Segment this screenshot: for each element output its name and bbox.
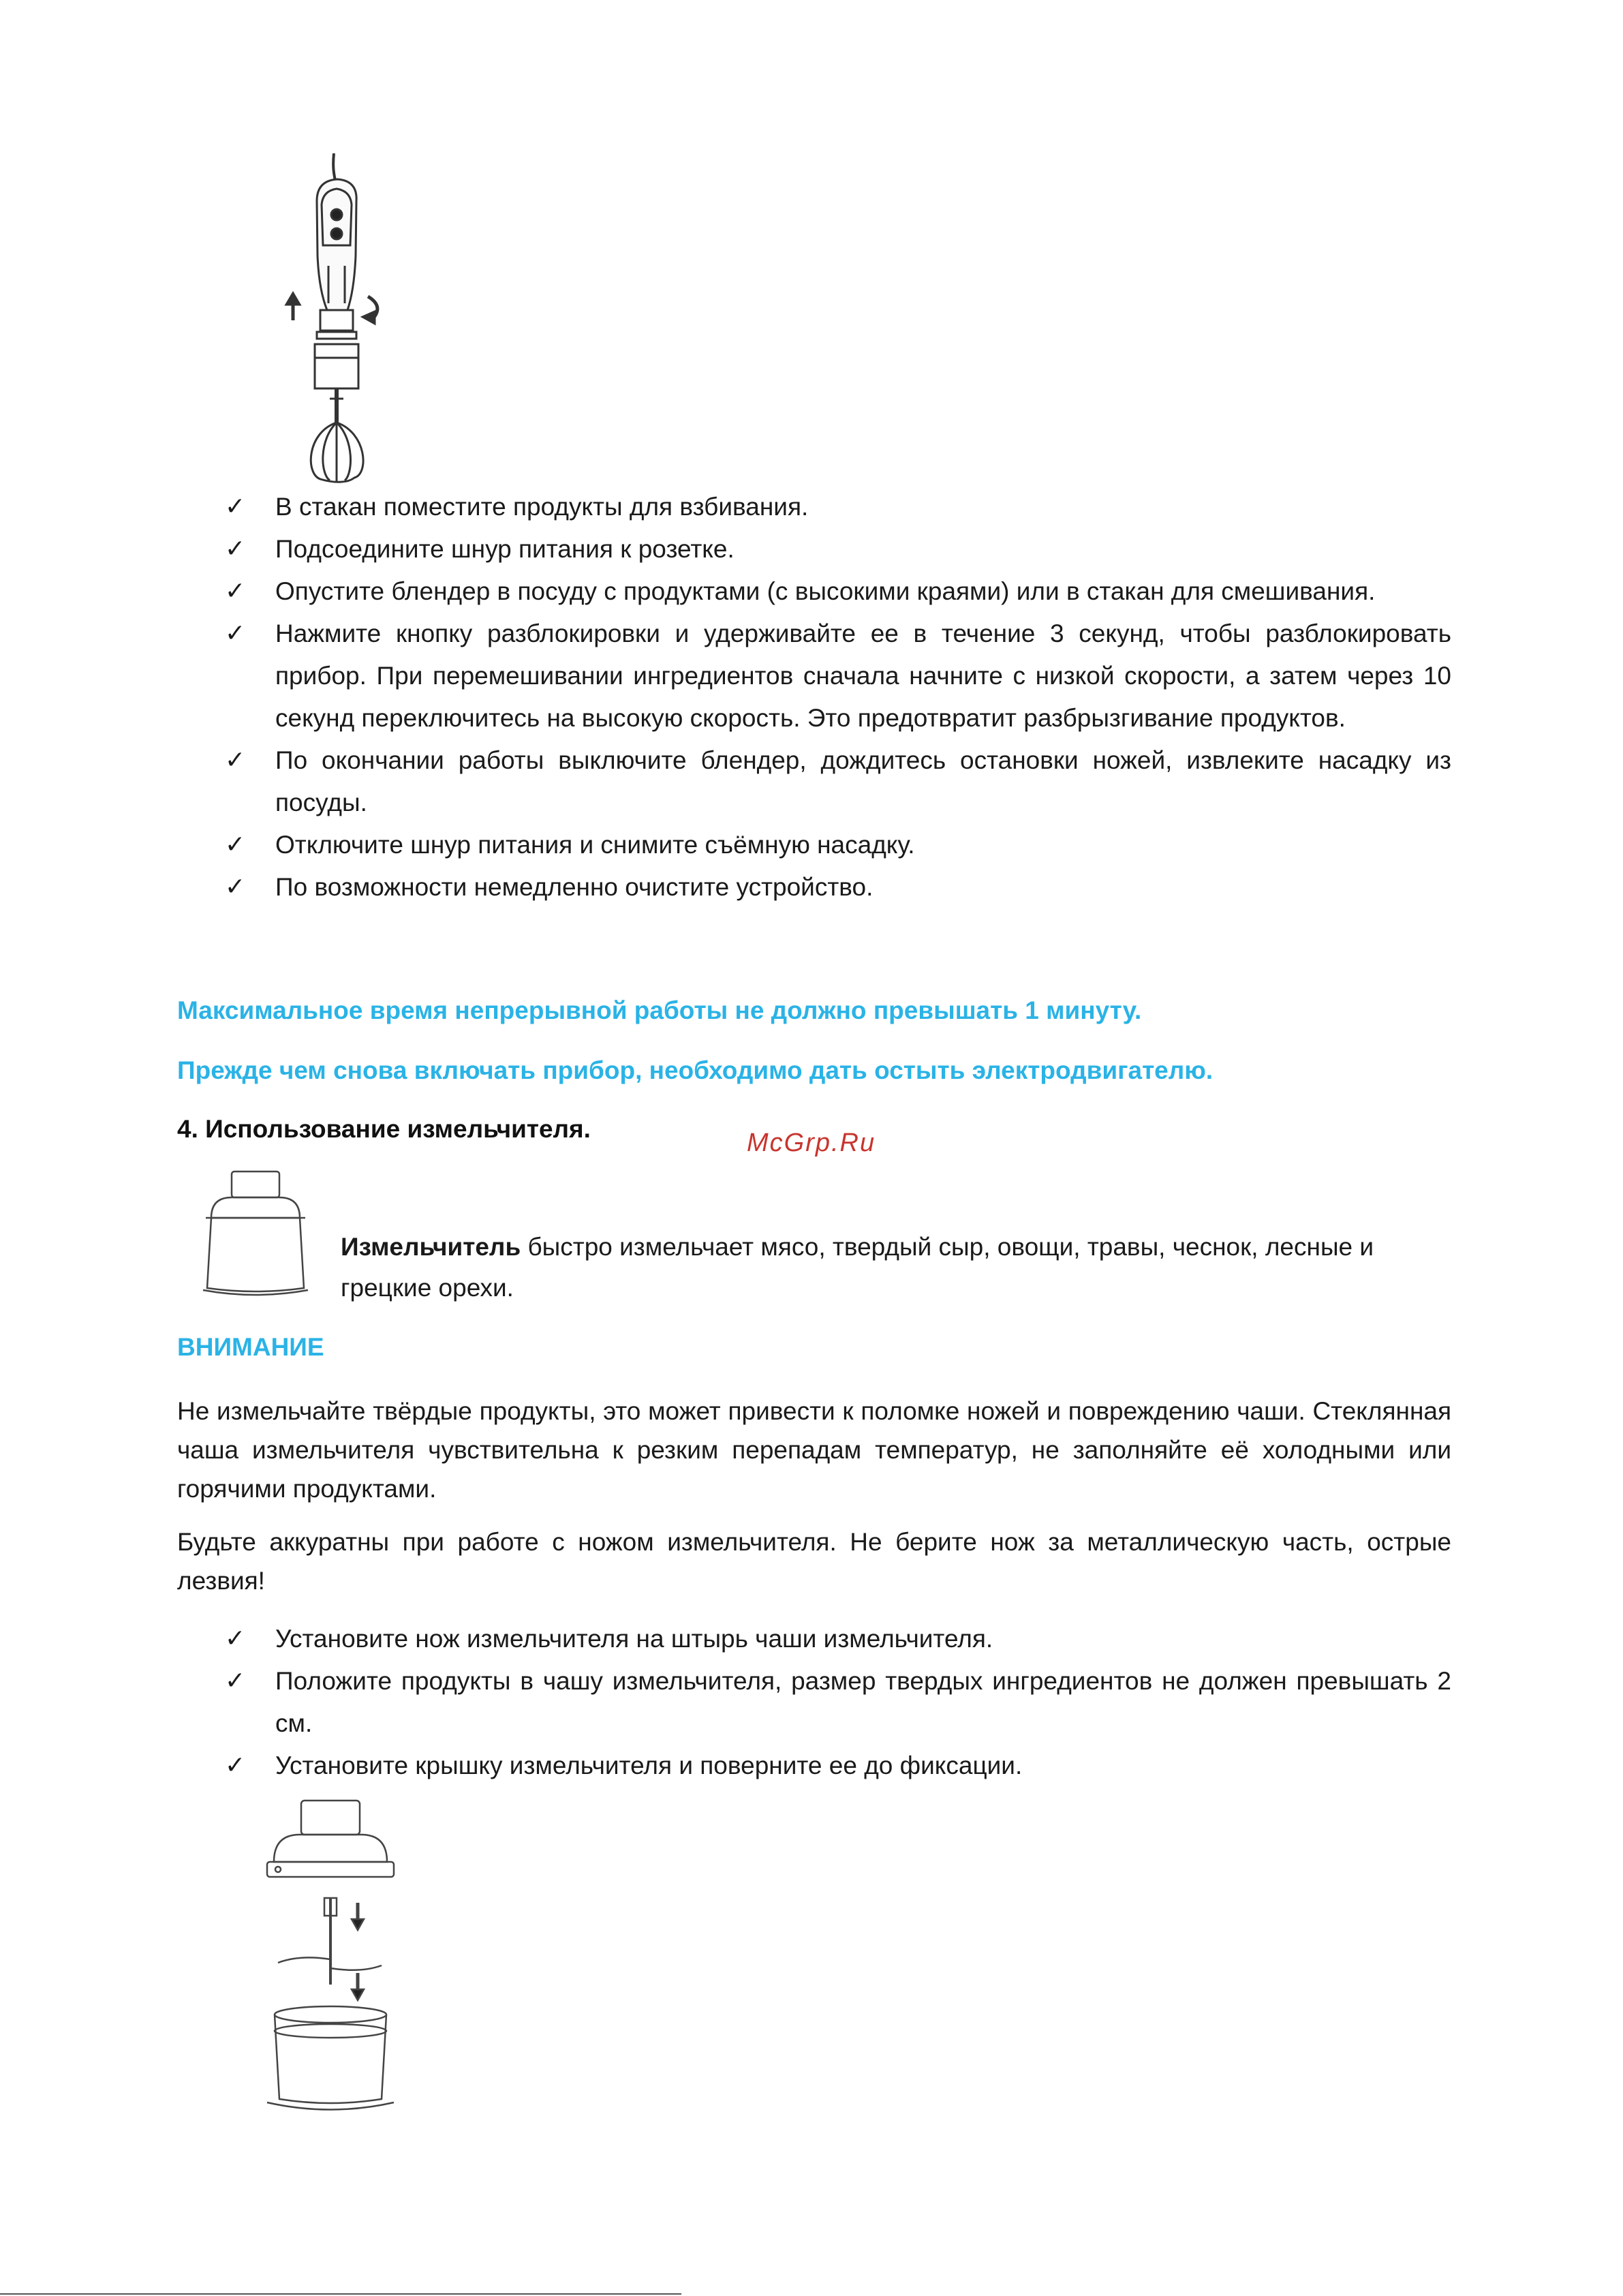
check-icon: ✓: [225, 619, 246, 647]
chopper-bowl-illustration: [198, 1169, 313, 1302]
list-item: ✓ Установите крышку измельчителя и поверните ее до фиксации.: [225, 1745, 1451, 1787]
chopper-steps-list: [225, 1618, 1451, 1787]
chopper-assembly-illustration: [259, 1799, 402, 2116]
list-item: ✓ Подсоедините шнур питания к розетке.: [225, 528, 1451, 570]
warning-paragraph-1: Не измельчайте твёрдые продукты, это может привести к поломке ножей и повреждению чаши. Стеклянная чаша измельчителя чувствительна к резким перепадам температур, не заполняйте её холодными или горячими продуктами.: [177, 1397, 1451, 1503]
check-icon: ✓: [225, 1751, 246, 1779]
check-icon: ✓: [225, 1667, 246, 1695]
check-icon: ✓: [225, 831, 246, 859]
cool-down-note: Прежде чем снова включать прибор, необходимо дать остыть электродвигателю.: [177, 1056, 1214, 1084]
watermark: McGrp.Ru: [747, 1129, 876, 1157]
list-item: ✓ Отключите шнур питания и снимите съёмную насадку.: [225, 824, 1451, 866]
list-item: ✓ Положите продукты в чашу измельчителя, размер твердых ингредиентов не должен превышать 2 см.: [225, 1660, 1451, 1745]
footer-divider: [0, 2293, 681, 2295]
check-icon: ✓: [225, 493, 246, 521]
warning-paragraph-2: Будьте аккуратны при работе с ножом измельчителя. Не берите нож за металлическую часть, острые лезвия!: [177, 1528, 1451, 1595]
blender-whisk-illustration: [279, 153, 402, 484]
chopper-intro: Измельчитель быстро измельчает мясо, твердый сыр, овощи, травы, чеснок, лесные и грецкие орехи.: [341, 1233, 1374, 1302]
list-item: ✓ По окончании работы выключите блендер, дождитесь остановки ножей, извлеките насадку из посуды.: [225, 739, 1451, 824]
list-item: ✓ Нажмите кнопку разблокировки и удерживайте ее в течение 3 секунд, чтобы разблокировать прибор. При перемешивании ингредиентов сначала начните с низкой скорости, а затем через 10 секунд переключитесь на высокую скорость. Это предотвратит разбрызгивание продуктов.: [225, 613, 1451, 739]
list-item: ✓ Опустите блендер в посуду с продуктами (с высокими краями) или в стакан для смешивания.: [225, 570, 1451, 613]
check-icon: ✓: [225, 873, 246, 901]
list-item: ✓ По возможности немедленно очистите устройство.: [225, 866, 1451, 908]
check-icon: ✓: [225, 577, 246, 605]
section-title: 4. Использование измельчителя.: [177, 1115, 591, 1143]
max-time-note: Максимальное время непрерывной работы не должно превышать 1 минуту.: [177, 996, 1142, 1024]
list-item: ✓ Установите нож измельчителя на штырь чаши измельчителя.: [225, 1618, 1451, 1660]
blending-steps-list: [225, 486, 1451, 908]
warning-title: ВНИМАНИЕ: [177, 1333, 324, 1361]
list-item: ✓ В стакан поместите продукты для взбивания.: [225, 486, 1451, 528]
check-icon: ✓: [225, 746, 246, 774]
check-icon: ✓: [225, 535, 246, 563]
check-icon: ✓: [225, 1625, 246, 1653]
